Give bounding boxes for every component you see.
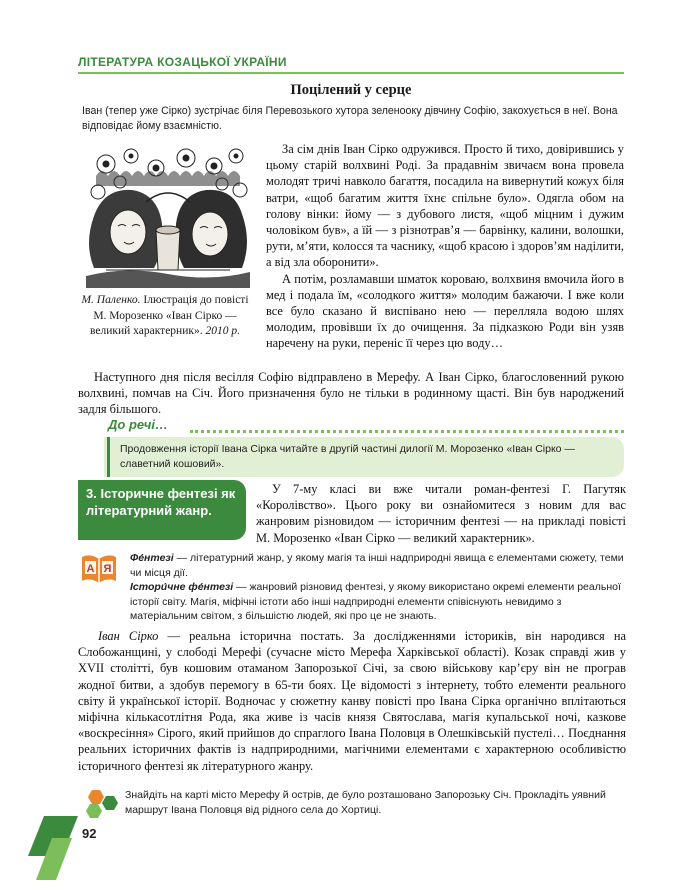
section-title: Поцілений у серце [290,82,412,98]
page-number: 92 [82,826,97,841]
icon-letter-a: А [86,563,95,575]
aside-accent-bar [107,437,110,477]
story-paragraph-2: А потім, розламавши шматок короваю, волхвиня вмочила його в мед і подала їм, «солодкого життя» молодим бажаючи. І вже коли все було сказано й виспівано нею — перелляла водою шлях молодим, провівши їх до очищення. За підказкою Роди він узяв наречену на руки, переніс її через цю воду… [266,271,624,351]
caption-text: Ілюстрація до повісті М. Морозенко «Іван Сірко — великий характерник». [90,294,249,337]
story-continuation [78,369,624,418]
section-3-heading: 3. Історичне фентезі як літературний жанр. [78,480,246,540]
aside-heading: До речі… [108,417,168,432]
definition-fantasy-text: — літературний жанр, у якому магія та інші надприродні явища є елементами сюжету, теми чи місця дії. [130,552,624,579]
icon-letter-ya: Я [103,563,112,575]
caption-year: 2010 р. [205,325,240,337]
section-3-paragraph: У 7-му класі ви вже читали роман-фентезі Г. Пагутяк «Королівство». Цього року ви ознайомитеся з новим для вас жанровим різновидом — історичним фентезі — на прикладі повісті М. Морозенко «Іван Сірко — великий характерник». [256,482,626,545]
by-the-way-aside [78,415,624,475]
main-text: — реальна історична постать. За дослідженнями істориків, він народився на Слобожанщині, у слободі Мерефі (сучасне місто Мерефа Харківської області). Козак справді жив у XVII столітті, був кошовим отаманом Запорозької Січі, за свою військову кар’єру він не програв жодної битви, а здобув перемогу в 65-ти боях. Це відомості з інтернету, тобто елементи реального світу й української історії. Водночас у сюжетну канву повісті про Івана Сірка органічно вплітаються міфічна кількасотлітня Рода, яка живе із часів князя Святослава, магія купальської ночі, казкове «воскресіння» Сірого, який прийшов до спраглого Івана Половця в Олешківській пустелі… Поєднання реальних історичних фактів із надприродними, магічними елементами є характерною особливістю історичного фентезі як літературного жанру. [78,629,627,773]
term-historical-fantasy: Істори́чне фе́нтезі [130,581,234,593]
task-text: Знайдіть на карті місто Мерефу й острів, де було розташовано Запорозьку Січ. Прокладіть уявний маршрут Івана Половця від рідного села до Хортиці. [125,789,606,816]
definition-historical-fantasy-text: — жанровий різновид фентезі, у якому використано окремі елементи реальної історії світу. Магія, міфічні істоти або інші надприродні елементи співіснують невидимо з матеріальним світом, з більшістю людей, які про це не знають. [130,581,621,622]
definitions-block [130,551,626,624]
task-hexagon-icon [80,788,120,820]
term-fantasy: Фе́нтезі [130,552,174,564]
aside-text: Продовження історії Івана Сірка читайте в другій частині дилогії М. Морозенко «Іван Сірко — славетний кошовий». [120,443,575,470]
story-paragraph-1: За сім днів Іван Сірко одружився. Просто й тихо, довірившись у цьому старій волхвині Роді. За прадавнім звичаєм вона провела молодят тричі навколо багаття, посадила на вивернутий кожух біля ватри, «щоб багатим життя їхнє спільне було». Одягла обом на голову вінки: йому — з дубового листя, «щоб міцним і дужим чоловіком був», а їй — з різнотрав’я — барвінку, калини, волошки, рути, м’яти, колосся та часнику, «щоб красою і здоров’ям наділити, а від зла оборонити». [266,142,624,270]
running-head: ЛІТЕРАТУРА КОЗАЦЬКОЇ УКРАЇНИ [78,55,287,69]
definition-historical-fantasy [130,580,626,624]
caption-author: М. Паленко. [81,294,141,306]
definition-fantasy [130,551,626,580]
main-paragraph [78,628,626,774]
story-text [266,141,624,352]
header-rule [78,72,624,74]
figure-caption [80,293,250,340]
dictionary-icon [80,551,118,585]
illustration-image [86,146,250,288]
aside-box [104,437,624,477]
aside-dotted-rule [190,430,624,433]
story-paragraph-3: Наступного дня після весілля Софію відправлено в Мерефу. А Іван Сірко, благословенний рукою волхвині, помчав на Січ. Його призначення було не тільки в родинному щасті. Він був народжений задля більшого. [78,370,624,417]
section-intro: Іван (тепер уже Сірко) зустрічає біля Перевозького хутора зеленооку дівчину Софію, закохується в неї. Вона відповідає йому взаємністю. [82,105,618,132]
section-3-text [256,481,626,546]
main-lead-italic: Іван Сірко [98,629,159,643]
